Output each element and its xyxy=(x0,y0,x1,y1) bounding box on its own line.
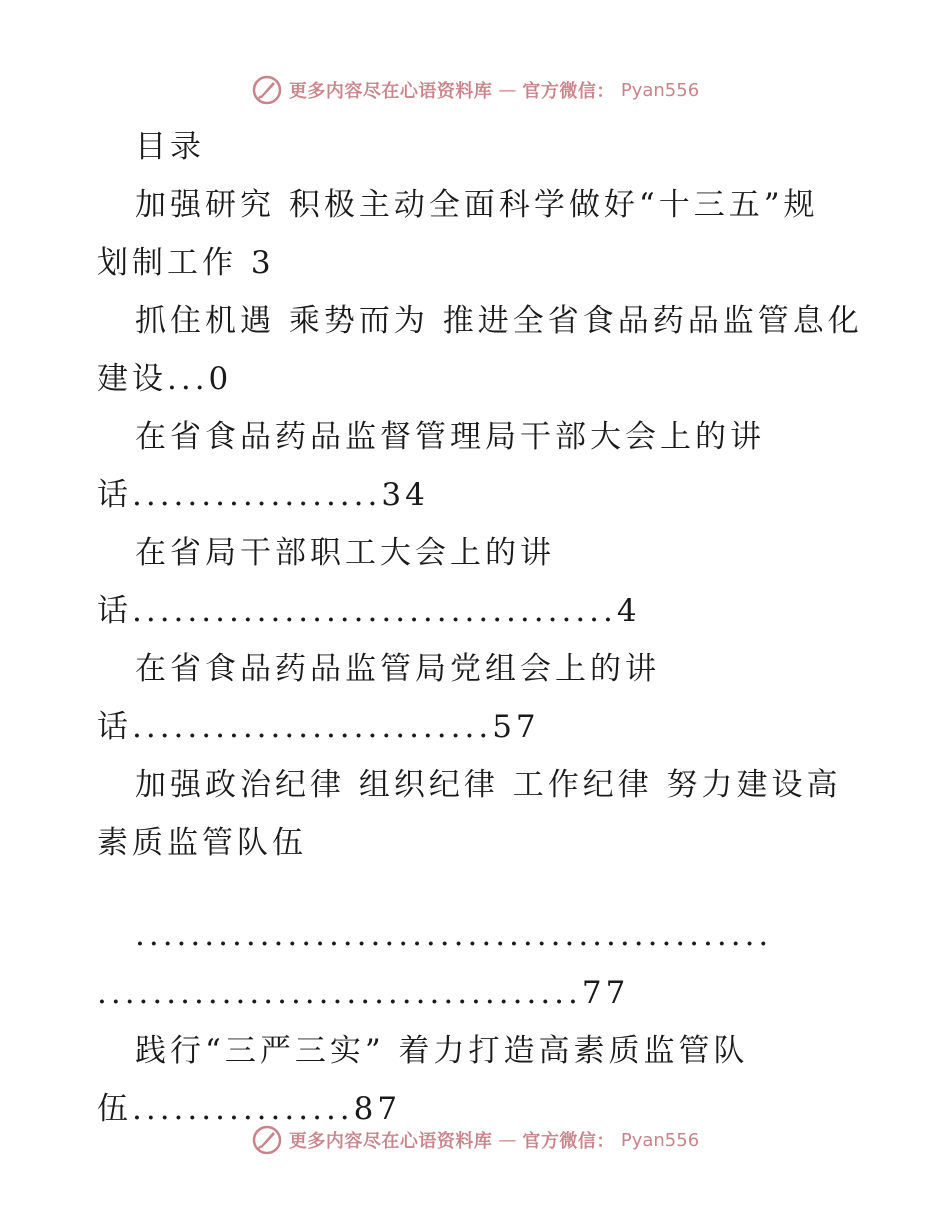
watermark-separator: — xyxy=(498,79,517,101)
feather-pen-logo-icon xyxy=(251,1124,283,1156)
toc-line: 践行“三严三实” 着力打造高素质监管队 xyxy=(135,1033,749,1069)
toc-spacer xyxy=(97,872,857,906)
table-of-contents xyxy=(97,118,863,1138)
toc-line: 在省局干部职工大会上的讲 xyxy=(135,535,555,571)
toc-line: 建设...0 xyxy=(97,361,233,397)
toc-line: 在省食品药品监管局党组会上的讲 xyxy=(135,651,660,687)
toc-line: 伍................87 xyxy=(97,1091,402,1127)
toc-line: 抓住机遇 乘势而为 推进全省食品药品监管息化 xyxy=(135,303,863,339)
toc-heading: 目录 xyxy=(135,129,205,165)
watermark-bottom xyxy=(0,1120,950,1160)
toc-line: 话..........................57 xyxy=(97,709,540,745)
toc-line: 划制工作 3 xyxy=(97,245,275,281)
watermark-handle: Pyan556 xyxy=(620,1129,700,1151)
toc-line: ...................................77 xyxy=(97,975,630,1011)
toc-line: 加强研究 积极主动全面科学做好“十三五”规 xyxy=(135,187,819,223)
toc-line: 话...................................4 xyxy=(97,593,641,629)
watermark-wechat-label: 官方微信： xyxy=(522,1131,615,1152)
watermark-text: 更多内容尽在心语资料库 xyxy=(288,1131,493,1152)
watermark-text: 更多内容尽在心语资料库 xyxy=(288,81,493,102)
watermark-wechat-label: 官方微信： xyxy=(522,81,615,102)
feather-pen-logo-icon xyxy=(251,74,283,106)
watermark-handle: Pyan556 xyxy=(620,79,700,101)
toc-line: 素质监管队伍 xyxy=(97,825,307,861)
watermark-separator: — xyxy=(498,1129,517,1151)
toc-line: 在省食品药品监督管理局干部大会上的讲 xyxy=(135,419,765,455)
toc-line: .............................................. xyxy=(135,917,773,953)
toc-line: 加强政治纪律 组织纪律 工作纪律 努力建设高 xyxy=(135,767,842,803)
toc-line: 话..................34 xyxy=(97,477,429,513)
watermark-top xyxy=(0,70,950,110)
